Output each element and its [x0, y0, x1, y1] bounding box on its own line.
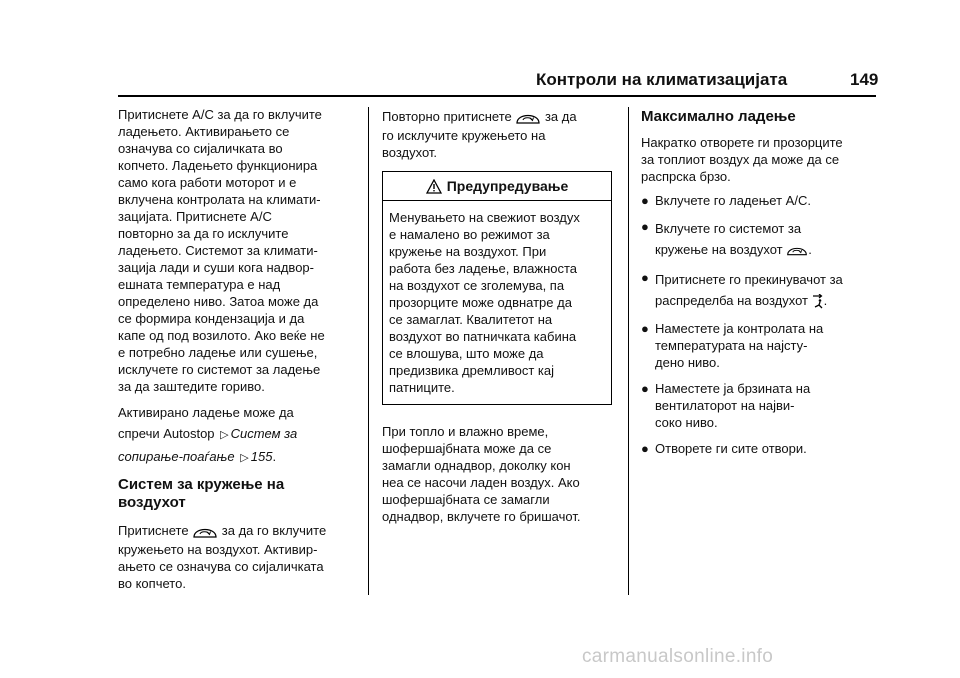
- recirculation-off-paragraph: Повторно притиснете за да го исклучите кружењето на воздухот.: [382, 109, 577, 160]
- header-rule: [118, 95, 876, 97]
- recirculation-paragraph: Притиснете за да го вклучите кружењето на воздухот. Активир- ањето се означува со сијаличката во копчето.: [118, 523, 327, 591]
- list-item: ● Вклучете го системот за кружење на воздухот .: [641, 218, 881, 260]
- warning-body: Менувањето на свежиот воздух е намалено во режимот за кружење на воздухот. При работа без ладење, влажноста на воздухот се зголемува, па прозорците може одвнатре да се замаглат. Квалитетот на воздухот во патничката кабина се влошува, што може да предизвика дремливост кај патниците.: [389, 210, 580, 395]
- humid-weather-paragraph: При топло и влажно време, шофершајбната може да се замагли однадвор, доколку кон неа се насочи ладен воздух. Ако шофершајбната се замагли однадвор, вклучете го бришачот.: [382, 424, 581, 524]
- autostop-paragraph: Активирано ладење може да спречи Autostop ▷ Систем за сопирање-поаѓање ▷ 155.: [118, 402, 358, 469]
- column-divider: [628, 107, 629, 595]
- warning-box: [382, 171, 612, 405]
- list-item: ● Вклучете го ладењет A/C.: [641, 193, 811, 208]
- list-item: ● Отворете ги сите отвори.: [641, 441, 807, 456]
- reference-link[interactable]: сопирање-поаѓање: [118, 449, 235, 464]
- bullet-dot: ●: [641, 321, 649, 336]
- column-1: [118, 106, 358, 599]
- column-3: [641, 106, 881, 466]
- column-2: [382, 106, 612, 532]
- warning-header: [383, 172, 611, 201]
- watermark: carmanualsonline.info: [582, 646, 774, 667]
- section-heading-recirculation: Систем за кружење на воздухот: [118, 476, 285, 511]
- bullet-dot: ●: [641, 219, 649, 234]
- recirculation-icon: [786, 244, 808, 257]
- list-item: ● Притиснете го прекинувачот за распределба на воздухот .: [641, 269, 881, 311]
- recirculation-icon: [192, 525, 218, 539]
- column-divider: [368, 107, 369, 595]
- reference-arrow-icon: ▷: [240, 452, 249, 464]
- page-header-title: Контроли на климатизацијата: [536, 70, 788, 89]
- list-item: ● Наместете ја брзината на вентилаторот на најви- соко ниво.: [641, 381, 811, 430]
- list-item: ● Наместете ја контролата на температурата на најсту- дено ниво.: [641, 321, 824, 370]
- max-cooling-intro: Накратко отворете ги прозорците за топлиот воздух да може да се распрска брзо.: [641, 135, 843, 184]
- warning-triangle-icon: [426, 179, 442, 194]
- bullet-dot: ●: [641, 270, 649, 285]
- bullet-dot: ●: [641, 381, 649, 396]
- recirculation-icon: [515, 111, 541, 125]
- warning-title: Предупредување: [446, 177, 569, 194]
- page-number: 149: [850, 70, 879, 89]
- bullet-dot: ●: [641, 193, 649, 208]
- reference-page[interactable]: 155: [250, 449, 273, 464]
- reference-link[interactable]: Систем за: [230, 426, 298, 441]
- bullet-dot: ●: [641, 441, 649, 456]
- section-heading-max-cooling: Максимално ладење: [641, 108, 796, 125]
- ac-paragraph: Притиснете A/C за да го вклучите ладењето. Активирањето се означува со сијаличката во копчето. Ладењето функционира само кога работи моторот и е вклучена контролата на климати- зацијата. Притиснете A/C повторно за да го исклучите ладењето. Системот за климати- зација лади и суши кога надвор- ешната температура е над определено ниво. Затоа може да се формира кондензација и да капе од под возилото. Ако веќе не е потребно ладење или сушење, исклучете го системот за ладење за да заштедите гориво.: [118, 107, 325, 394]
- air-distribution-icon: [812, 294, 824, 309]
- reference-arrow-icon: ▷: [220, 429, 229, 441]
